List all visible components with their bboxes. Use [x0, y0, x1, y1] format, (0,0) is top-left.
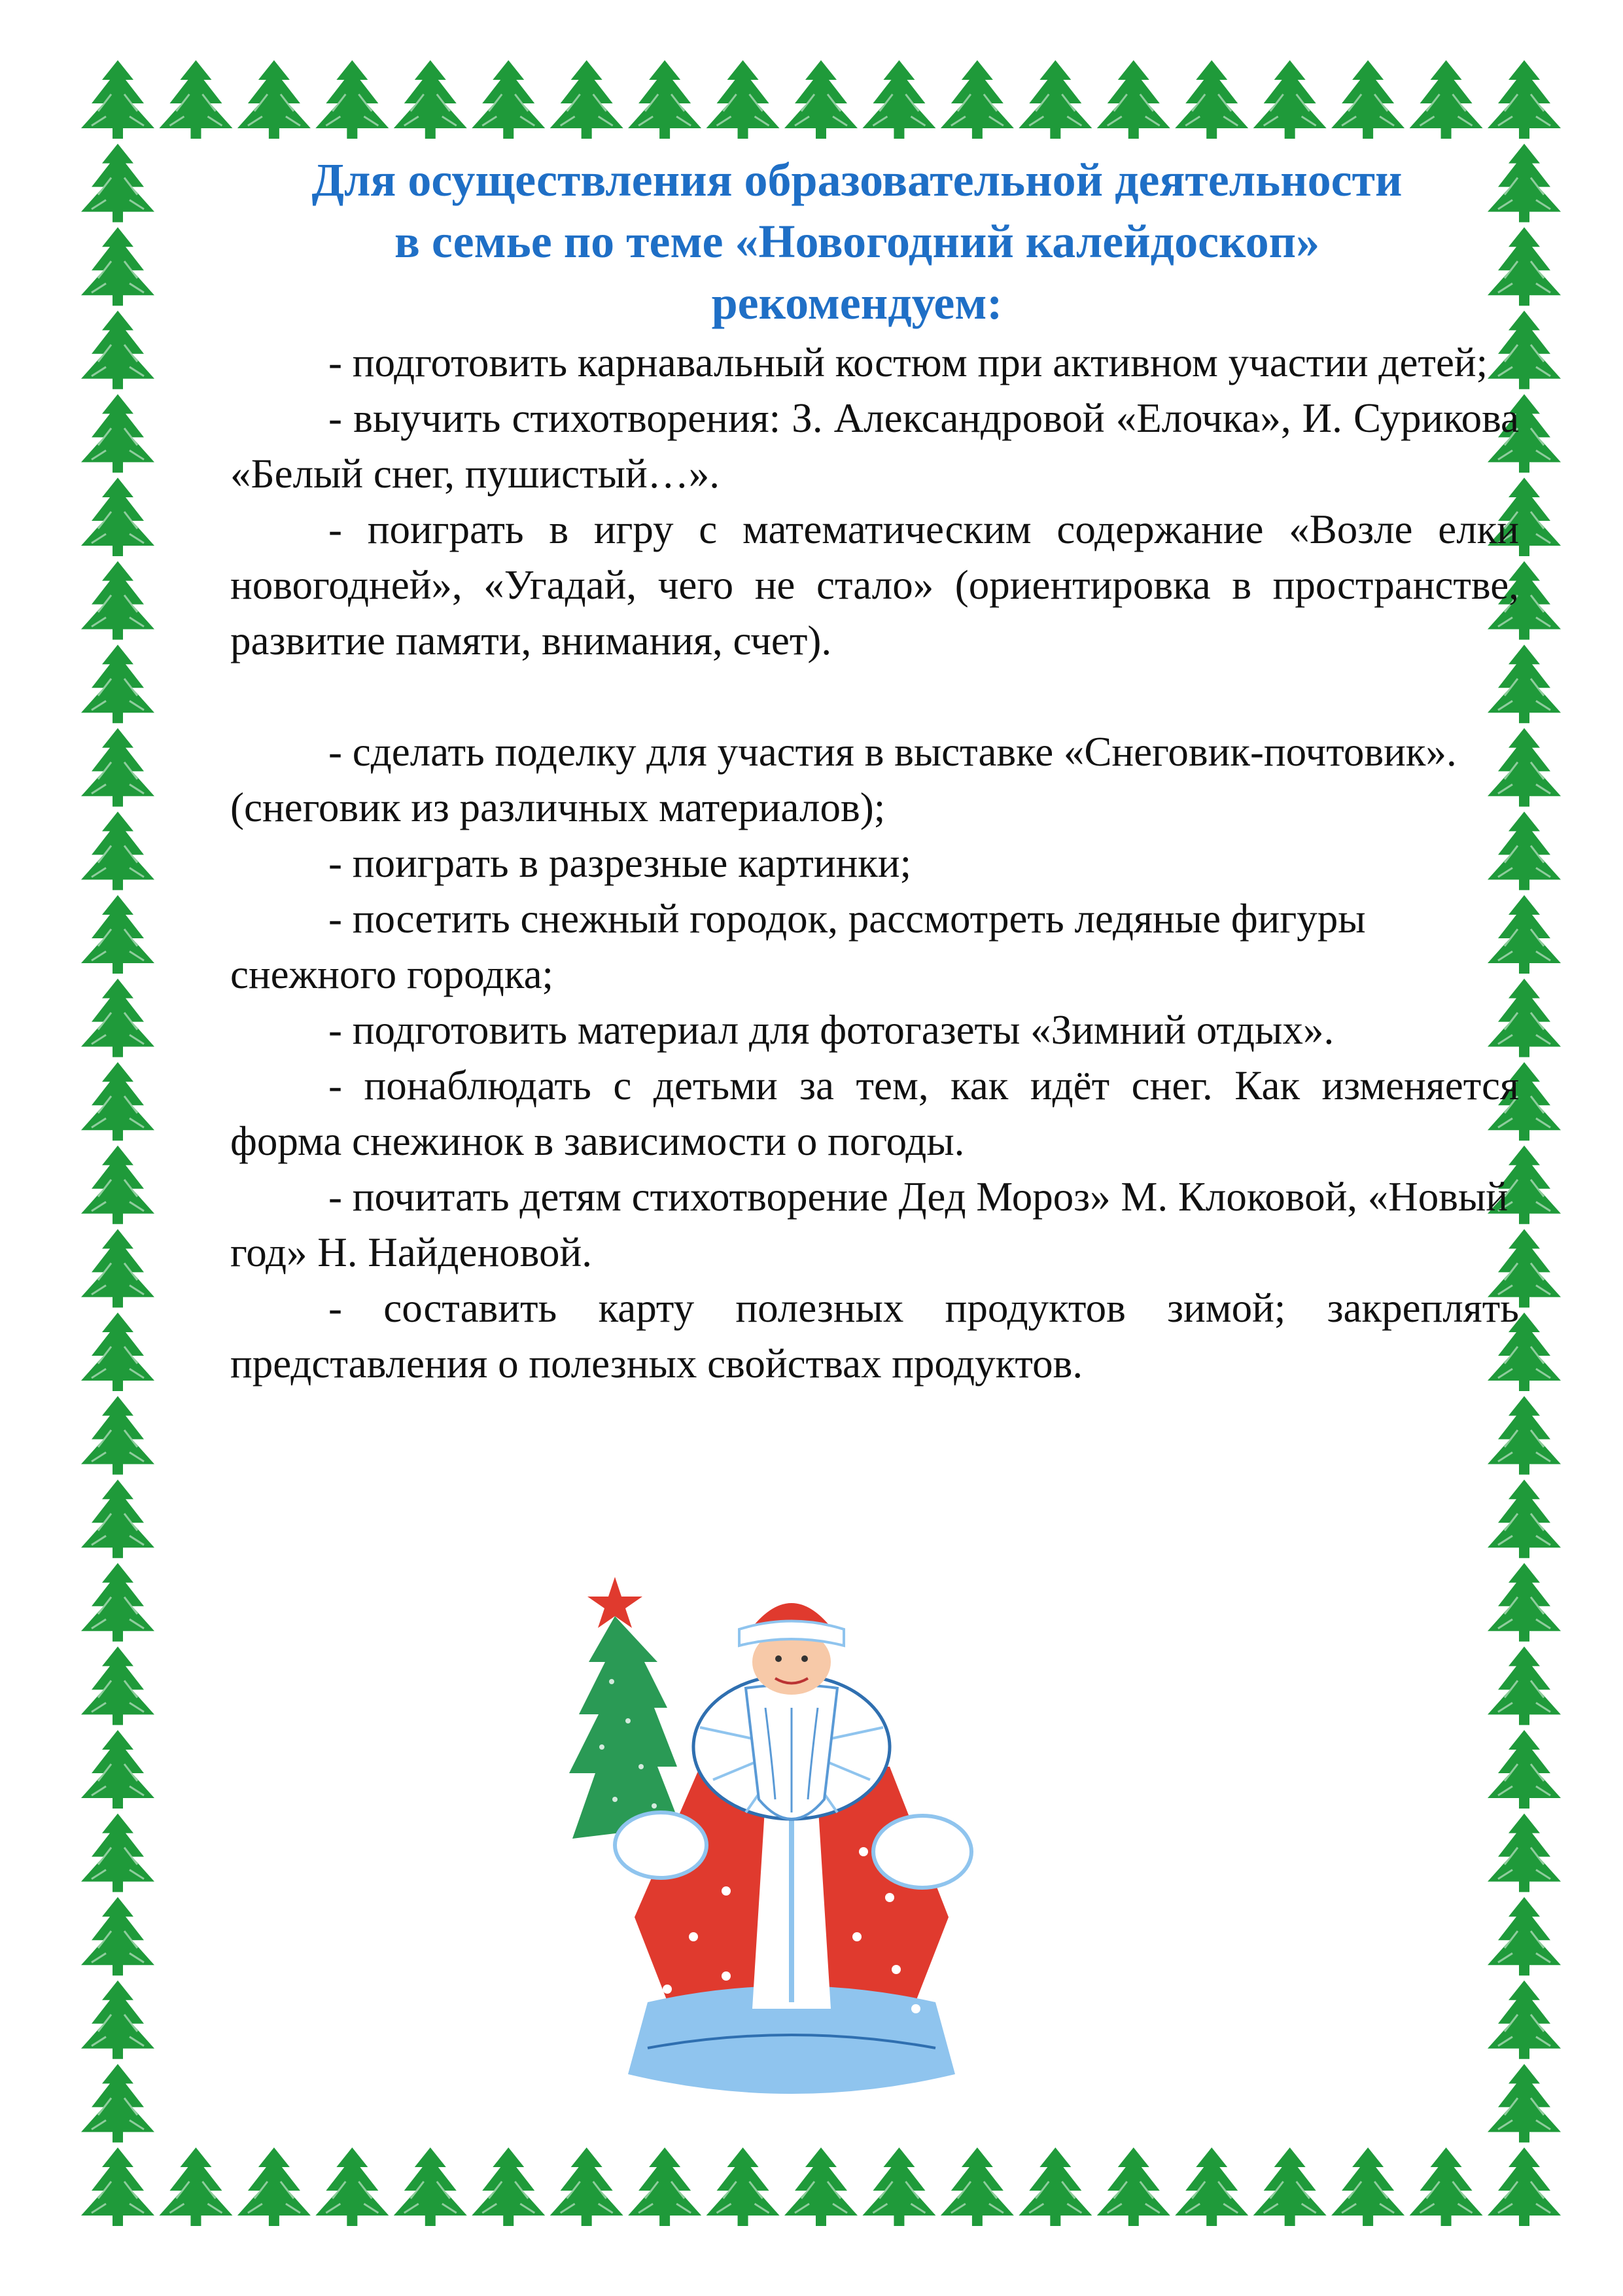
fir-tree-icon	[81, 60, 154, 139]
recommendation-observe-snow: - понаблюдать с детьми за тем, как идёт снег. Как изменяется форма снежинок в зависимости о погоды.	[230, 1063, 1519, 1164]
heading-line-3: рекомендуем:	[711, 277, 1003, 329]
fir-tree-icon	[1253, 2147, 1327, 2226]
fir-tree-icon	[550, 2147, 623, 2226]
fir-tree-icon	[237, 60, 311, 139]
fir-tree-icon	[1331, 60, 1405, 139]
fir-tree-icon	[237, 2147, 311, 2226]
fir-tree-icon	[315, 2147, 389, 2226]
fir-tree-icon	[1488, 1897, 1561, 1975]
recommendation-math-game: - поиграть в игру с математическим содержание «Возле елки новогодней», «Угадай, чего не стало» (ориентировка в пространстве, развитие памяти, внимания, счет).	[230, 506, 1519, 663]
fir-tree-icon	[81, 728, 154, 807]
fir-tree-icon	[1488, 1814, 1561, 1892]
fir-tree-icon	[81, 895, 154, 974]
fir-tree-icon	[1488, 1479, 1561, 1558]
fir-tree-icon	[1488, 1981, 1561, 2059]
fir-tree-icon	[1488, 60, 1561, 139]
fir-tree-icon	[1410, 2147, 1483, 2226]
fir-tree-icon	[472, 60, 545, 139]
fir-tree-icon	[81, 227, 154, 306]
fir-tree-icon	[81, 478, 154, 556]
fir-tree-icon	[784, 2147, 858, 2226]
heading-line-1: Для осуществления образовательной деятельности	[311, 154, 1403, 206]
fir-tree-icon	[1019, 2147, 1092, 2226]
fir-tree-icon	[81, 1313, 154, 1391]
fir-tree-icon	[1488, 1563, 1561, 1642]
fir-tree-icon	[1488, 1396, 1561, 1475]
fir-tree-icon	[1488, 2147, 1561, 2226]
recommendation-puzzles: - поиграть в разрезные картинки;	[328, 840, 912, 886]
fir-tree-icon	[81, 1814, 154, 1892]
recommendation-snow-town: - посетить снежный городок, рассмотреть ледяные фигуры снежного городка;	[230, 896, 1366, 997]
recommendation-photo-newspaper: - подготовить материал для фотогазеты «Зимний отдых».	[328, 1007, 1335, 1053]
fir-tree-icon	[1488, 1730, 1561, 1809]
fir-tree-icon	[628, 2147, 701, 2226]
fir-tree-icon	[1488, 227, 1561, 306]
fir-tree-icon	[1488, 2064, 1561, 2142]
fir-tree-icon	[784, 60, 858, 139]
fir-tree-icon	[81, 144, 154, 222]
fir-tree-icon	[81, 1396, 154, 1475]
fir-tree-icon	[862, 60, 935, 139]
fir-tree-icon	[1019, 60, 1092, 139]
fir-tree-icon	[941, 2147, 1014, 2226]
fir-tree-icon	[1253, 60, 1327, 139]
fir-tree-icon	[81, 645, 154, 723]
fir-tree-icon	[81, 561, 154, 640]
fir-tree-icon	[1488, 1646, 1561, 1725]
fir-tree-icon	[81, 1146, 154, 1224]
fir-tree-icon	[159, 60, 232, 139]
fir-tree-icon	[1175, 60, 1248, 139]
fir-tree-icon	[707, 2147, 780, 2226]
fir-tree-icon	[941, 60, 1014, 139]
fir-tree-icon	[81, 1646, 154, 1725]
fir-tree-icon	[81, 811, 154, 890]
fir-tree-icon	[1488, 144, 1561, 222]
fir-tree-icon	[81, 2064, 154, 2142]
recommendation-craft: - сделать поделку для участия в выставке «Снеговик-почтовик». (снеговик из различных материалов);	[230, 729, 1457, 830]
fir-tree-icon	[81, 1730, 154, 1809]
fir-tree-icon	[1331, 2147, 1405, 2226]
fir-tree-icon	[81, 311, 154, 389]
fir-tree-icon	[550, 60, 623, 139]
fir-tree-icon	[81, 1229, 154, 1307]
fir-tree-icon	[81, 394, 154, 472]
fir-tree-icon	[394, 2147, 467, 2226]
fir-tree-icon	[81, 1062, 154, 1140]
recommendation-reading: - почитать детям стихотворение Дед Мороз» М. Клоковой, «Новый год» Н. Найденовой.	[230, 1174, 1509, 1275]
fir-tree-icon	[394, 60, 467, 139]
fir-tree-icon	[1097, 2147, 1170, 2226]
heading-line-2: в семье по теме «Новогодний калейдоскоп»	[394, 215, 1320, 268]
fir-tree-icon	[707, 60, 780, 139]
ded-moroz-icon	[550, 1551, 1021, 2140]
recommendation-poems: - выучить стихотворения: З. Александровой «Елочка», И. Сурикова «Белый снег, пушистый…».	[230, 395, 1519, 497]
heading	[216, 149, 1498, 334]
fir-tree-icon	[315, 60, 389, 139]
fir-tree-icon	[81, 1479, 154, 1558]
fir-tree-icon	[862, 2147, 935, 2226]
fir-tree-icon	[1097, 60, 1170, 139]
fir-tree-icon	[81, 1563, 154, 1642]
fir-tree-icon	[1175, 2147, 1248, 2226]
fir-tree-icon	[81, 1897, 154, 1975]
fir-tree-icon	[81, 979, 154, 1057]
fir-tree-icon	[81, 2147, 154, 2226]
fir-tree-icon	[1410, 60, 1483, 139]
fir-tree-icon	[472, 2147, 545, 2226]
fir-tree-icon	[159, 2147, 232, 2226]
fir-tree-icon	[628, 60, 701, 139]
fir-tree-icon	[81, 1981, 154, 2059]
recommendation-costume: - подготовить карнавальный костюм при активном участии детей;	[328, 340, 1488, 385]
held-fir-tree-icon	[569, 1577, 680, 1839]
recommendation-food-map: - составить карту полезных продуктов зимой; закреплять представления о полезных свойствах продуктов.	[230, 1285, 1519, 1386]
recommendation-list	[230, 335, 1519, 1392]
